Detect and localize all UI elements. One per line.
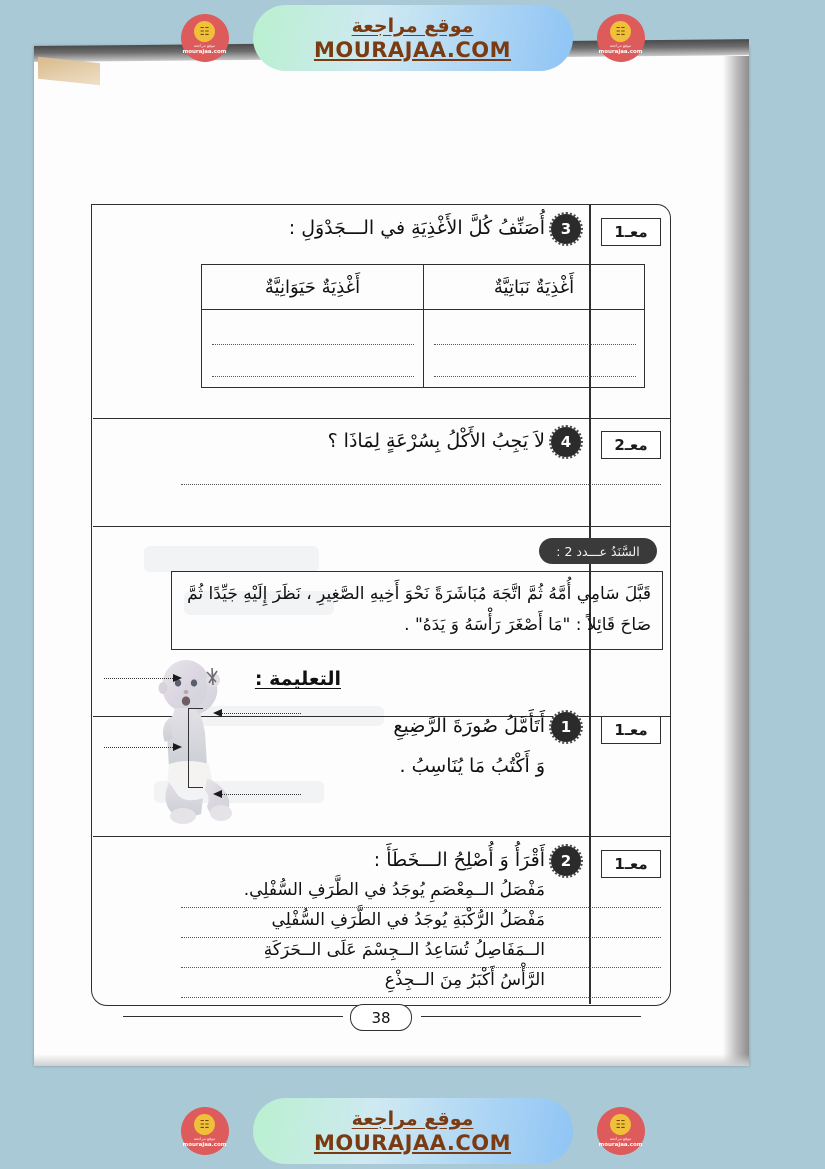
passage-line-1: قَبَّلَ سَامِي أُمَّهُ ثُمَّ اتَّجَهَ مُبَاشَرَةً نَحْوَ أَخِيهِ الصَّغِيرِ ، نَظَرَ إِلَيْهِ جَيِّدًا ثُمَّ — [187, 584, 651, 604]
book-emblem-icon: ☷ — [194, 1114, 215, 1135]
banner-pill — [182, 5, 643, 71]
criterion-label: معـ2 — [614, 436, 648, 454]
criterion-badge-ex2 — [601, 850, 661, 878]
exercise-number-1: 1 — [553, 714, 579, 740]
table-answer-line[interactable] — [212, 343, 414, 345]
criterion-label: معـ1 — [614, 721, 648, 739]
logo-url-text: mourajaa.com — [598, 48, 643, 55]
exercise-2-sentence-2: مَفْصَلُ الرُّكْبَةِ يُوجَدُ في الطَّرَفِ السُّفْلِي — [271, 910, 545, 930]
table-answer-line[interactable] — [434, 343, 636, 345]
exercise-2-sentence-1: مَفْصَلُ الــمِعْصَمِ يُوجَدُ في الطَّرَفِ السُّفْلِي. — [243, 880, 545, 900]
arrow-head-icon — [213, 790, 222, 798]
table-answer-line[interactable] — [212, 375, 414, 377]
bottom-watermark-banner — [0, 1093, 825, 1169]
criterion-badge-ex3 — [601, 218, 661, 246]
instruction-heading: التعليمة : — [254, 668, 341, 690]
trunk-bracket — [188, 708, 203, 788]
arrow-head-icon — [173, 674, 182, 682]
logo-url-text: mourajaa.com — [182, 48, 227, 55]
exercise-2-sentence-4: الرَّأْسُ أَكْبَرُ مِنَ الــجِذْعِ — [384, 970, 545, 990]
book-emblem-icon: ☷ — [194, 21, 215, 42]
exercise-4-prompt: لاَ يَجِبُ الأَكْلُ بِسُرْعَةٍ لِمَاذَا ؟ — [327, 430, 545, 452]
mourajaa-logo-left — [181, 1107, 229, 1155]
criterion-label: معـ1 — [614, 855, 648, 873]
callout-answer-line[interactable] — [104, 747, 173, 748]
exercise-3-prompt: أُصَنِّفُ كُلَّ الأَغْذِيَةِ في الـــجَدْوَلِ : — [288, 217, 545, 239]
exercise-number-2: 2 — [553, 848, 579, 874]
logo-arabic-text: موقع مراجعة — [609, 42, 632, 48]
exercise-1-prompt-line1: أَتَأَمَّلُ صُورَةَ الرَّضِيعِ — [393, 715, 545, 737]
row-divider — [93, 526, 671, 527]
exercise-4-answer-line[interactable] — [181, 483, 661, 485]
book-emblem-icon: ☷ — [610, 21, 631, 42]
callout-answer-line[interactable] — [222, 794, 301, 795]
criterion-badge-ex4 — [601, 431, 661, 459]
logo-arabic-text: موقع مراجعة — [609, 1135, 632, 1141]
arrow-head-icon — [173, 743, 182, 751]
row-divider — [93, 836, 671, 837]
table-header-divider — [202, 309, 644, 310]
arrow-head-icon — [213, 709, 222, 717]
scan-right-shadow — [723, 56, 749, 1066]
mourajaa-logo-left — [181, 14, 229, 62]
banner-arabic-title: موقع مراجعة — [351, 1107, 474, 1130]
logo-arabic-text: موقع مراجعة — [193, 42, 216, 48]
criterion-badge-ex1 — [601, 716, 661, 744]
classification-table — [201, 264, 645, 388]
exercise-1-prompt-line2: وَ أَكْتُبُ مَا يُنَاسِبُ . — [399, 755, 545, 777]
banner-pill — [182, 1098, 643, 1164]
page-number: 38 — [350, 1004, 412, 1031]
table-header-animal: أَغْذِيَةٌ حَيَوَانِيَّةٌ — [264, 276, 361, 298]
exercise-number-4: 4 — [553, 429, 579, 455]
support-passage — [171, 571, 663, 650]
logo-url-text: mourajaa.com — [598, 1141, 643, 1148]
logo-url-text: mourajaa.com — [182, 1141, 227, 1148]
exercise-2-answer-line[interactable] — [181, 996, 661, 998]
table-header-plant: أَغْذِيَةٌ نَبَاتِيَّةٌ — [493, 276, 575, 298]
exercise-number-3: 3 — [553, 216, 579, 242]
support-label: السَّنَدُ عـــدد 2 : — [539, 538, 657, 564]
page-number-rule-left — [123, 1016, 343, 1017]
scan-bottom-shadow — [34, 1054, 749, 1066]
passage-line-2: صَاحَ قَائِلاً : "مَا أَصْغَرَ رَأْسَهُ وَ يَدَهُ" . — [404, 615, 651, 636]
mourajaa-logo-right — [597, 1107, 645, 1155]
exercise-2-sentence-3: الــمَفَاصِلُ تُسَاعِدُ الــجِسْمَ عَلَى الــحَرَكَةِ — [263, 940, 545, 960]
worksheet — [91, 156, 671, 1027]
banner-url[interactable]: MOURAJAA.COM — [313, 37, 512, 62]
page-number-rule-right — [421, 1016, 641, 1017]
criterion-label: معـ1 — [614, 223, 648, 241]
banner-url[interactable]: MOURAJAA.COM — [313, 1130, 512, 1155]
logo-arabic-text: موقع مراجعة — [193, 1135, 216, 1141]
table-answer-line[interactable] — [434, 375, 636, 377]
book-emblem-icon: ☷ — [610, 1114, 631, 1135]
callout-answer-line[interactable] — [104, 678, 173, 679]
top-watermark-banner — [0, 0, 825, 76]
callout-answer-line[interactable] — [222, 713, 301, 714]
row-divider — [93, 418, 671, 419]
exercise-2-prompt: أَقْرَأُ وَ أُصْلِحُ الـــخَطَأَ : — [373, 849, 545, 871]
banner-arabic-title: موقع مراجعة — [351, 14, 474, 37]
mourajaa-logo-right — [597, 14, 645, 62]
